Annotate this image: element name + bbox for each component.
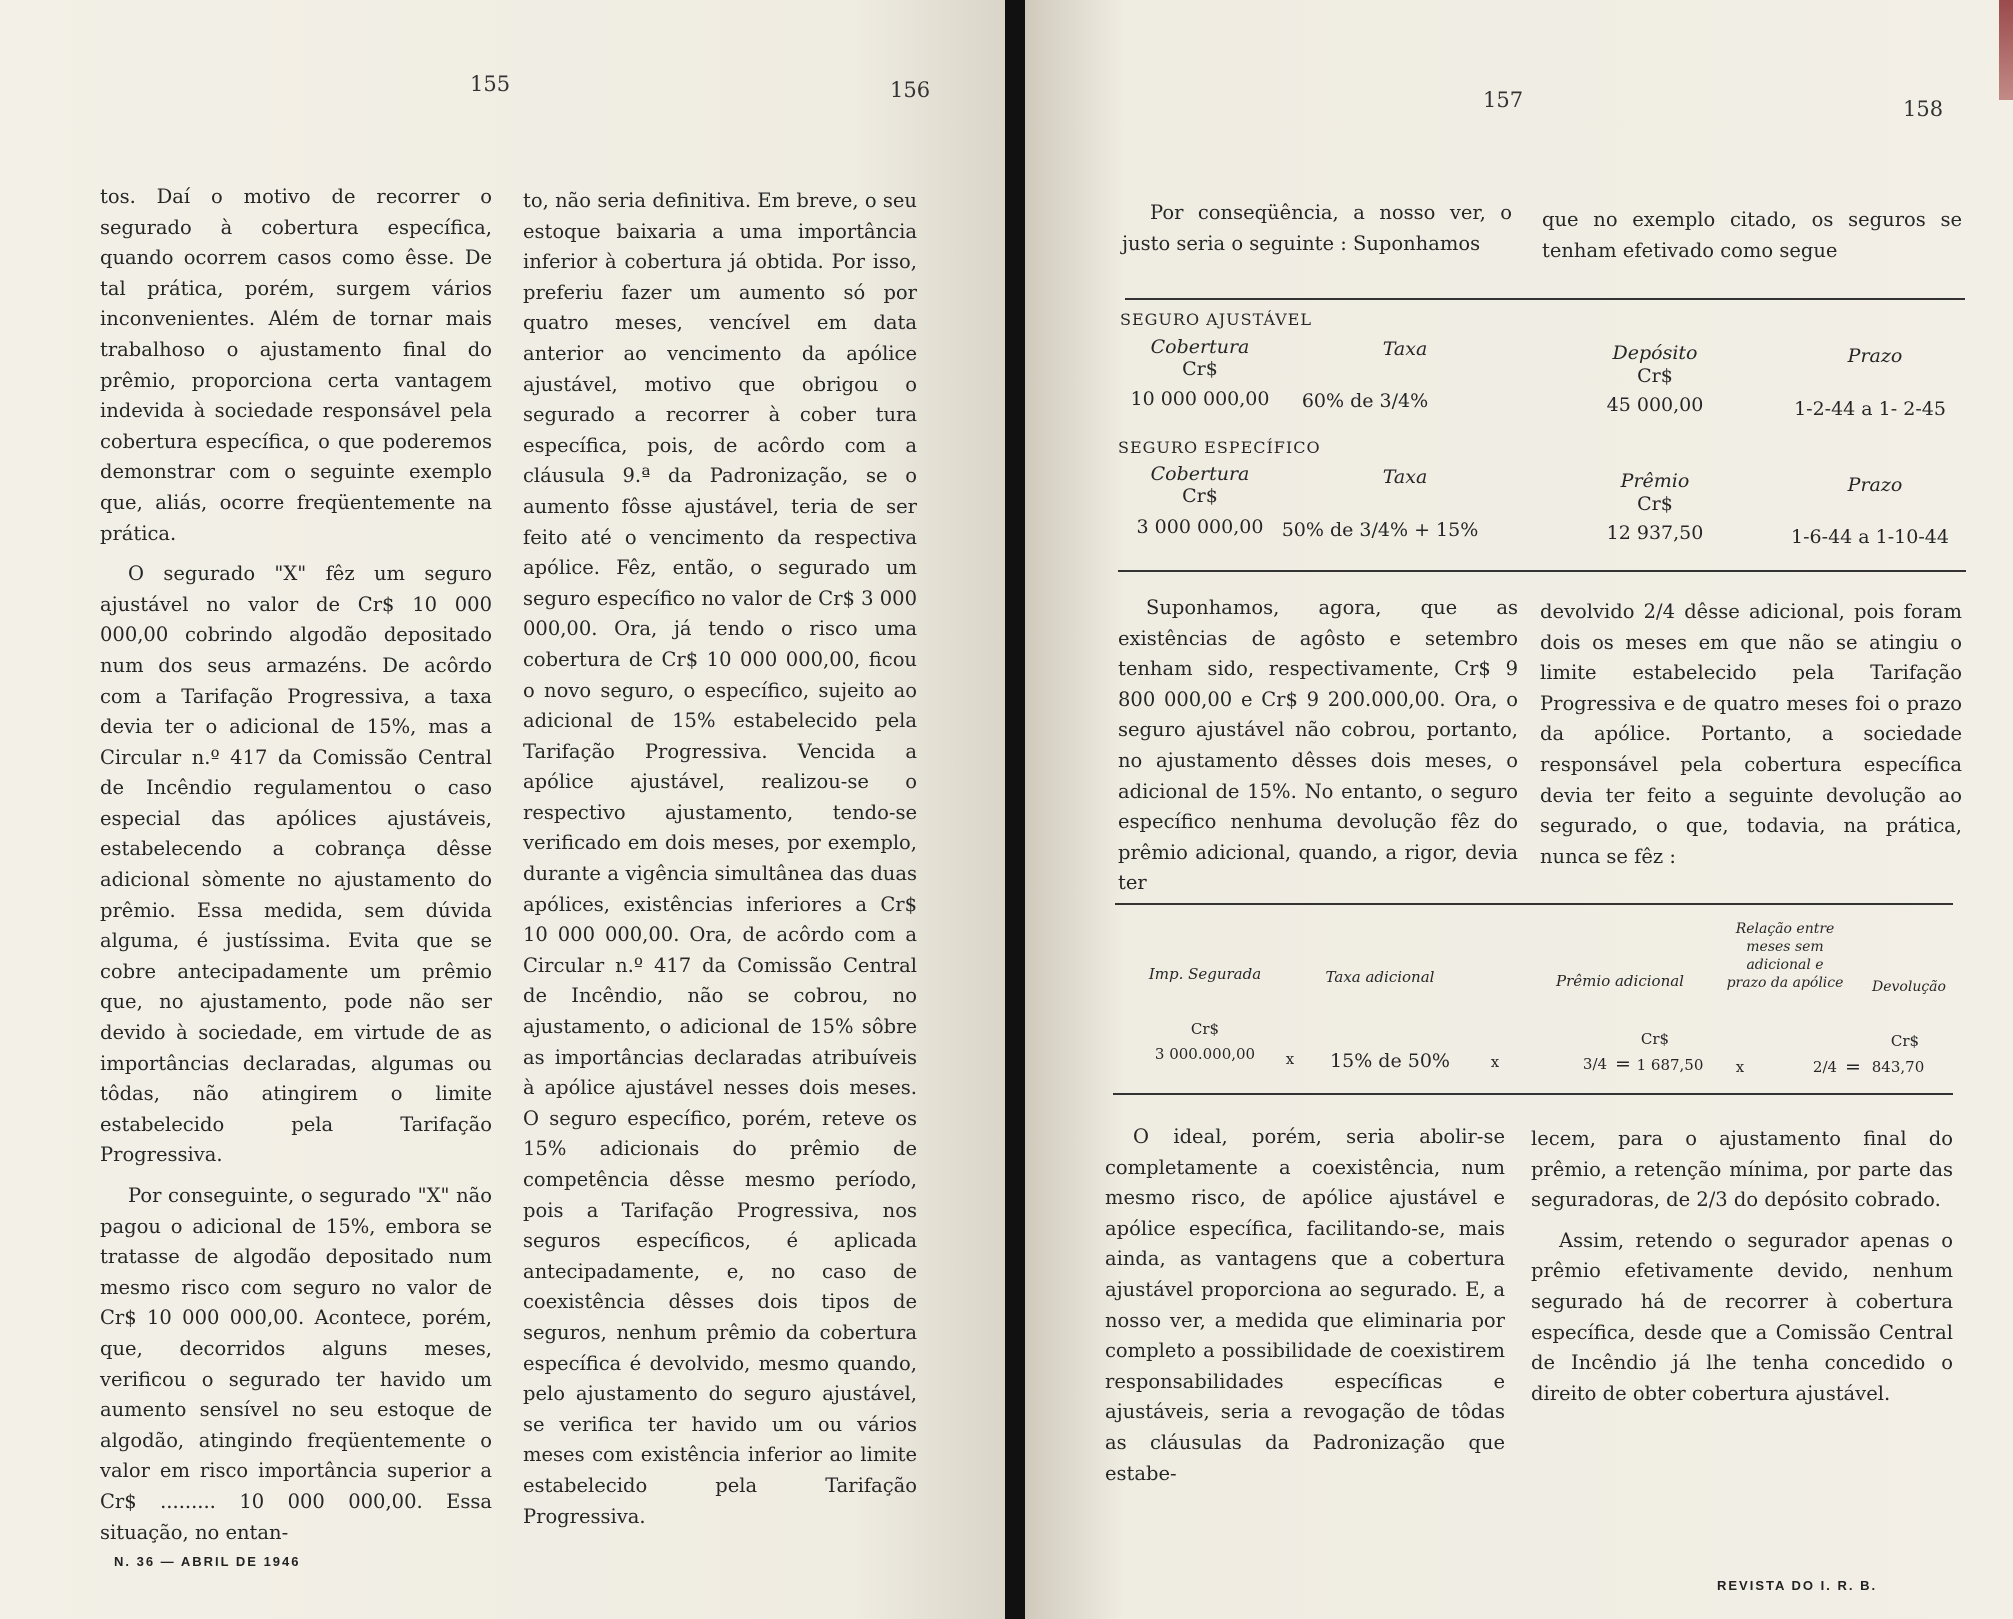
section-title-especifico: SEGURO ESPECÍFICO [1118,438,1321,457]
paragraph: que no exemplo citado, os seguros se tenham efetivado como segue [1542,208,1962,262]
paragraph: O segurado "X" fêz um seguro ajustável no valor de Cr$ 10 000 000,00 cobrindo algodão depositado num dos seus armazéns. De acôrdo com a Tarifação Progressiva, a taxa devia ter o adicional de 15%, mas a Circular n.º 417 da Comissão Central de Incêndio regulamentou o caso especial das apólices ajustáveis, estabelecendo a cobrança dêsse adicional sòmente no ajustamento do prêmio. Essa medida, sem dúvida alguma, é justíssima. Evita que se cobre antecipadamente um prêmio que, no ajustamento, pode não ser devido à sociedade, em virtude de as importâncias declaradas, algumas ou tôdas, não atingirem o limite estabelecido pela Tarifação Progressiva. [100,562,492,1167]
left-page [0,0,1005,1619]
unit-imp: Cr$ [1190,1020,1220,1038]
header-cobertura: Cobertura [1150,336,1250,358]
unit-premio: Cr$ [1640,1030,1670,1048]
footer-journal: REVISTA DO I. R. B. [1717,1578,1878,1593]
page-number-155: 155 [470,72,511,96]
mid-column-1 [1118,593,1518,899]
row2-cobertura: 3 000 000,00 [1136,516,1264,538]
paragraph: O ideal, porém, seria abolir-se completamente a coexistência, num mesmo risco, de apólice ajustável e apólice específica, facilitando-se, mais ainda, as vantagens que a cobertura ajustável proporciona ao segurado. E, a nosso ver, a medida que eliminaria por completo a possibilidade de coexistirem responsabilidades específicas e ajustáveis, seria a revogação de tôdas as cláusulas da Padronização que estabe- [1105,1125,1505,1485]
header-prazo-2: Prazo [1847,474,1903,496]
row1-deposito: 45 000,00 [1606,394,1704,416]
page-number-156: 156 [890,78,931,102]
row1-prazo: 1-2-44 a 1- 2-45 [1794,398,1946,420]
unit-devolucao: Cr$ [1890,1032,1920,1050]
row2-prazo: 1-6-44 a 1-10-44 [1791,526,1949,548]
value-devolucao: 843,70 [1871,1058,1925,1076]
value-imp: 3 000.000,00 [1154,1045,1256,1063]
left-column-1 [100,182,492,1548]
paragraph: Por conseqüência, a nosso ver, o justo seria o seguinte : Suponhamos [1122,201,1512,255]
times-sign: x [1735,1058,1745,1076]
header-taxa-2: Taxa [1382,466,1428,488]
header-imp-segurada: Imp. Segurada [1148,965,1262,983]
header-premio-unit: Cr$ [1637,493,1673,515]
value-premio: 1 687,50 [1636,1056,1704,1074]
header-devolucao: Devolução [1872,979,1946,995]
paragraph: Assim, retendo o segurador apenas o prêmio efetivamente devido, nenhum segurado há de recorrer à cobertura específica, desde que a Comissão Central de Incêndio já lhe tenha concedido o direito de obter cobertura ajustável. [1531,1228,1953,1405]
row1-cobertura: 10 000 000,00 [1130,388,1270,410]
paragraph: Suponhamos, agora, que as existências de agôsto e setembro tenham sido, respectivamente, Cr$ 9 800 000,00 e Cr$ 9 200.000,00. Ora, o seguro ajustável não cobrou, portanto, no ajustamento dêsses dois meses, o adicional de 15%. No entanto, o seguro específico nenhuma devolução fêz do prêmio adicional, quando, a rigor, devia ter [1118,596,1518,895]
footer-issue: N. 36 — ABRIL DE 1946 [114,1554,301,1569]
table2-rule-top [1115,903,1953,905]
header-taxa-adicional: Taxa adicional [1325,968,1435,986]
value-taxa: 15% de 50% [1330,1050,1450,1072]
paragraph: Por conseguinte, o segurado "X" não pagou o adicional de 15%, embora se tratasse de algodão depositado num mesmo risco com seguro no valor de Cr$ 10 000 000,00. Acontece, porém, que, decorridos alguns meses, verificou o segurado ter havido um aumento sensível no seu estoque de algodão, atingindo freqüentemente o valor em risco importância superior a Cr$ ......... 10 000 000,00. Essa situação, no entan- [100,1184,492,1544]
value-relacao-fraction: 2/4 [1812,1058,1838,1076]
equals-sign: = [1845,1056,1861,1078]
section-title-ajustavel: SEGURO AJUSTÁVEL [1120,310,1312,329]
paragraph: lecem, para o ajustamento final do prêmio, a retenção mínima, por parte das seguradoras, de 2/3 do depósito cobrado. [1531,1127,1953,1212]
paragraph: tos. Daí o motivo de recorrer o segurado à cobertura específica, quando ocorrem casos como êsse. De tal prática, porém, surgem vários inconvenientes. Além de tornar mais trabalhoso o ajustamento final do prêmio, proporciona certa vantagem indevida à sociedade responsável pela cobertura específica, o que poderemos demonstrar com o seguinte exemplo que, aliás, ocorre freqüentemente na prática. [100,185,492,545]
table2-rule-bottom [1113,1093,1953,1095]
row2-taxa: 50% de 3/4% + 15% [1281,519,1479,541]
header-deposito-unit: Cr$ [1637,365,1673,387]
header-taxa: Taxa [1382,338,1428,360]
end-column-1 [1105,1122,1505,1489]
times-sign: x [1490,1053,1500,1071]
left-column-2 [523,186,917,1532]
paragraph: devolvido 2/4 dêsse adicional, pois foram dois os meses em que não se atingiu o limite estabelecido pela Tarifação Progressiva e de quatro meses foi o prazo da apólice. Portanto, a sociedade responsável pela cobertura específica devia ter feito a seguinte devolução ao segurado, o que, todavia, na prática, nunca se fêz : [1540,600,1962,868]
row1-taxa: 60% de 3/4% [1301,390,1429,412]
header-prazo: Prazo [1847,345,1903,367]
header-cobertura-2-unit: Cr$ [1182,485,1218,507]
paragraph: to, não seria definitiva. Em breve, o seu estoque baixaria a uma importância inferior à cobertura já obtida. Por isso, preferiu fazer um aumento só por quatro meses, vencível em data anterior ao vencimento da apólice ajustável, motivo que obrigou o segurado a recorrer à cober tura específica, pois, de acôrdo com a cláusula 9.ª da Padronização, se o aumento fôsse ajustável, teria de ser feito até o vencimento da respectiva apólice. Fêz, então, o segurado um seguro específico no valor de Cr$ 3 000 000,00. Ora, já tendo o risco uma cobertura de Cr$ 10 000 000,00, ficou o novo seguro, o específico, sujeito ao adicional de 15% estabelecido pela Tarifação Progressiva. Vencida a apólice ajustável, realizou-se o respectivo ajustamento, tendo-se verificado em dois meses, por exemplo, durante a vigência simultânea das duas apólices, existências inferiores a Cr$ 10 000 000,00. Ora, de acôrdo com a Circular n.º 417 da Comissão Central de Incêndio, não se cobrou, no ajustamento, o adicional de 15% sôbre as importâncias declaradas atribuíveis à apólice ajustável nesses dois meses. O seguro específico, porém, reteve os 15% adicionais do prêmio de competência dêsse mesmo período, pois a Tarifação Progressiva, nos seguros específicos, é aplicada antecipadamente, e, no caso de coexistência dêsses dois tipos de seguros, nenhum prêmio da cobertura específica é devolvido, mesmo quando, pelo ajustamento do seguro ajustável, se verifica ter havido um ou vários meses com existência inferior ao limite estabelecido pela Tarifação Progressiva. [523,189,917,1528]
header-premio-adicional: Prêmio adicional [1556,972,1684,990]
header-cobertura-unit: Cr$ [1182,358,1218,380]
table-rule-top [1125,298,1965,300]
header-cobertura-2: Cobertura [1150,463,1250,485]
page-number-157: 157 [1483,88,1524,112]
equals-sign: = [1615,1053,1631,1075]
header-relacao: Relação entre meses sem adicional e prazo da apólice [1726,921,1844,991]
times-sign: x [1285,1050,1295,1068]
header-deposito: Depósito [1612,342,1698,364]
mid-column-2 [1540,597,1962,872]
page-number-158: 158 [1903,97,1944,121]
intro-column-1 [1122,198,1512,259]
book-gutter [1005,0,1025,1619]
intro-column-2 [1542,205,1962,266]
page-edge-mark [1999,0,2013,100]
table-rule-bottom [1118,570,1966,572]
row2-premio: 12 937,50 [1606,522,1704,544]
end-column-2 [1531,1124,1953,1409]
header-premio: Prêmio [1620,470,1690,492]
value-premio-fraction: 3/4 [1582,1055,1608,1073]
right-page [1025,0,2013,1619]
